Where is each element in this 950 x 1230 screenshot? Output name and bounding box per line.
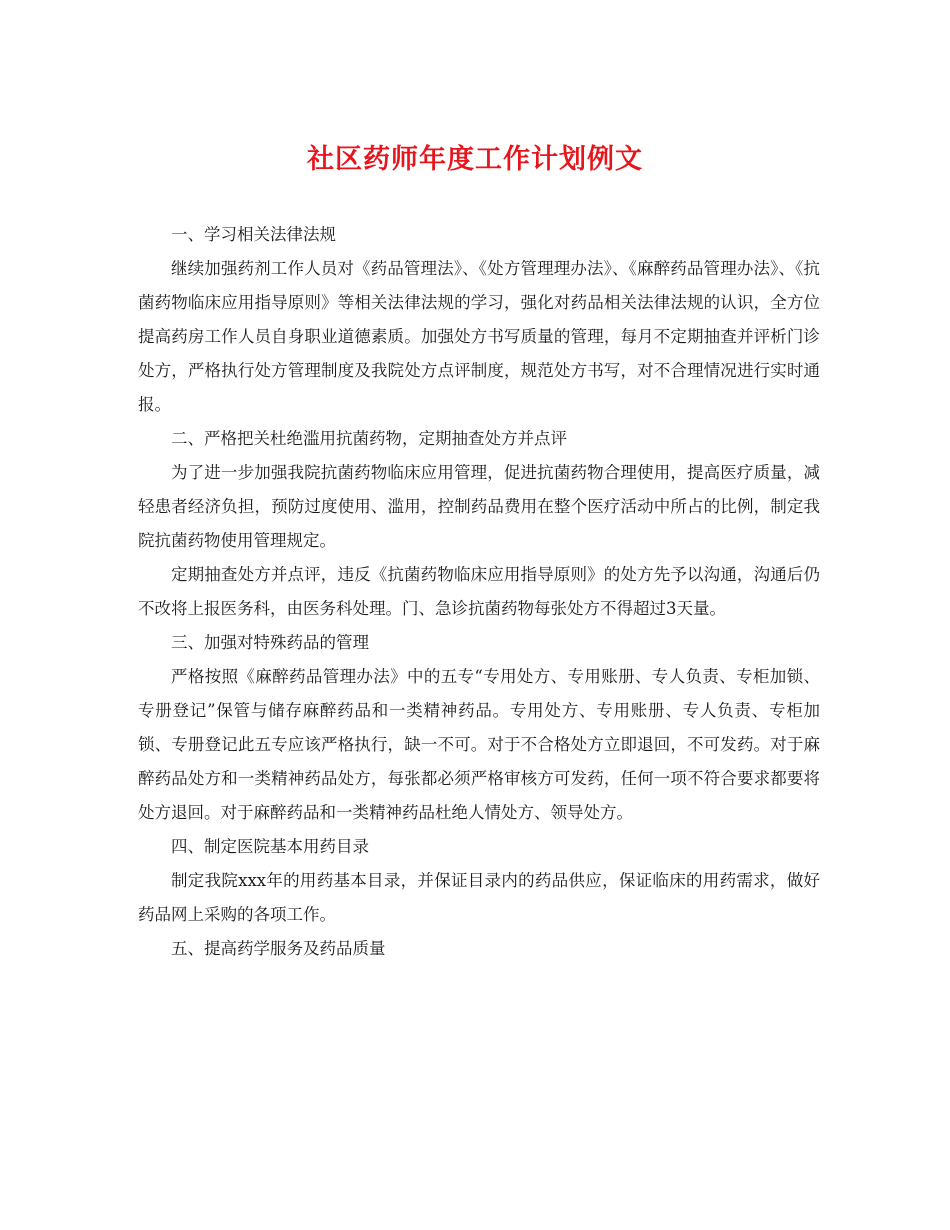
section-heading-2: 二、严格把关杜绝滥用抗菌药物，定期抽查处方并点评 [171,429,567,448]
paragraph: 继续加强药剂工作人员对《药品管理法》、《处方管理理办法》、《麻醉药品管理办法》、《抗菌药物临床应用指导原则》等相关法律法规的学习，强化对药品相关法律法规的认识，全方位提高药房工作人员自身职业道德素质。加强处方书写质量的管理，每月不定期抽查并评析门诊处方，严格执行处方管理制度及我院处方点评制度，规范处方书写，对不合理情况进行实时通报。 [138,259,820,414]
document-title: 社区药师年度工作计划例文 [307,144,643,175]
section-heading-1: 一、学习相关法律法规 [171,225,336,244]
paragraph: 定期抽查处方并点评，违反《抗菌药物临床应用指导原则》的处方先予以沟通，沟通后仍不改将上报医务科，由医务科处理。门、急诊抗菌药物每张处方不得超过3天量。 [138,565,820,618]
paragraph: 严格按照《麻醉药品管理办法》中的五专“专用处方、专用账册、专人负责、专柜加锁、专册登记”保管与储存麻醉药品和一类精神药品。专用处方、专用账册、专人负责、专柜加锁、专册登记此五专应该严格执行，缺一不可。对于不合格处方立即退回，不可发药。对于麻醉药品处方和一类精神药品处方，每张都必须严格审核方可发药，任何一项不符合要求都要将处方退回。对于麻醉药品和一类精神药品杜绝人情处方、领导处方。 [138,667,820,822]
paragraph: 为了进一步加强我院抗菌药物临床应用管理，促进抗菌药物合理使用，提高医疗质量，减轻患者经济负担，预防过度使用、滥用，控制药品费用在整个医疗活动中所占的比例，制定我院抗菌药物使用管理规定。 [138,463,820,550]
document-body [138,218,820,966]
section-heading-3: 三、加强对特殊药品的管理 [171,633,369,652]
section-heading-4: 四、制定医院基本用药目录 [171,837,369,856]
paragraph: 制定我院xxx年的用药基本目录，并保证目录内的药品供应，保证临床的用药需求，做好药品网上采购的各项工作。 [138,871,820,924]
section-heading-5: 五、提高药学服务及药品质量 [171,939,386,958]
